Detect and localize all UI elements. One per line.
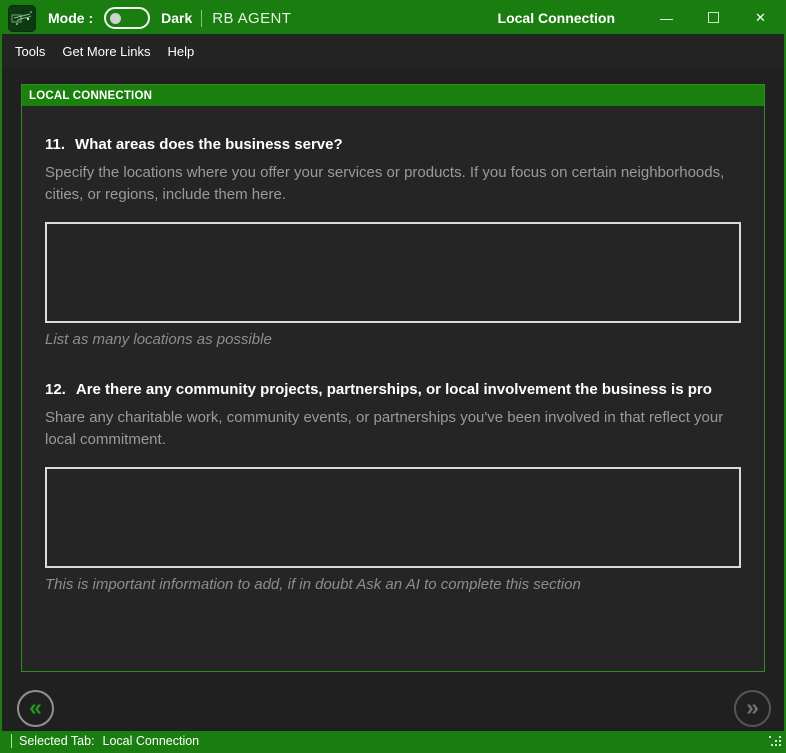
minimize-button[interactable]: —	[660, 10, 673, 26]
app-logo-icon	[8, 5, 36, 32]
menu-item-tools[interactable]: Tools	[15, 43, 46, 59]
chevron-double-left-icon: «	[29, 693, 42, 720]
question-11-description: Specify the locations where you offer your services or products. If you focus on certain neighborhoods, cities, or regions, include them here.	[45, 164, 725, 203]
question-12-number: 12.	[45, 381, 66, 398]
theme-toggle-knob	[110, 13, 121, 24]
question-11-title	[45, 136, 741, 153]
panel-header: LOCAL CONNECTION	[22, 85, 764, 106]
maximize-button[interactable]: ☐	[706, 10, 721, 27]
app-name: RB AGENT	[212, 9, 292, 27]
question-11-hint: List as many locations as possible	[45, 331, 272, 348]
window-title: Local Connection	[497, 10, 615, 26]
close-button[interactable]: ✕	[755, 10, 766, 25]
menu-bar	[2, 34, 784, 68]
question-11-title-text: What areas does the business serve?	[75, 136, 343, 153]
question-12-title-text: Are there any community projects, partnerships, or local involvement the business is pro	[75, 381, 712, 398]
question-11-block	[45, 136, 741, 348]
menu-item-help[interactable]: Help	[167, 43, 195, 59]
question-11-number: 11.	[45, 136, 66, 153]
panel-body	[22, 106, 764, 593]
status-bar	[2, 731, 784, 751]
question-12-block	[45, 381, 741, 593]
statusbar-separator	[11, 734, 12, 748]
window-controls	[635, 4, 776, 32]
selected-tab-label: Selected Tab:	[19, 734, 95, 748]
chevron-double-right-icon: »	[746, 693, 759, 720]
question-12-description: Share any charitable work, community events, or partnerships you've been involved in that reflect your local commitment.	[45, 409, 724, 448]
next-tab-button[interactable]	[734, 690, 771, 727]
mode-label: Mode :	[48, 10, 94, 26]
question-12-hint: This is important information to add, if in doubt Ask an AI to complete this section	[45, 576, 581, 593]
question-11-answer-input[interactable]	[45, 222, 741, 323]
local-connection-panel	[21, 84, 765, 672]
titlebar-divider	[201, 10, 202, 27]
previous-tab-button[interactable]	[17, 690, 54, 727]
question-12-title	[45, 381, 741, 398]
theme-label: Dark	[161, 10, 193, 26]
menu-item-get-more-links[interactable]: Get More Links	[62, 43, 151, 59]
theme-toggle[interactable]	[104, 7, 150, 29]
selected-tab-value: Local Connection	[102, 734, 200, 748]
title-bar	[2, 2, 784, 34]
resize-grip-icon[interactable]	[769, 736, 781, 748]
main-content	[2, 68, 784, 731]
question-12-answer-input[interactable]	[45, 467, 741, 568]
